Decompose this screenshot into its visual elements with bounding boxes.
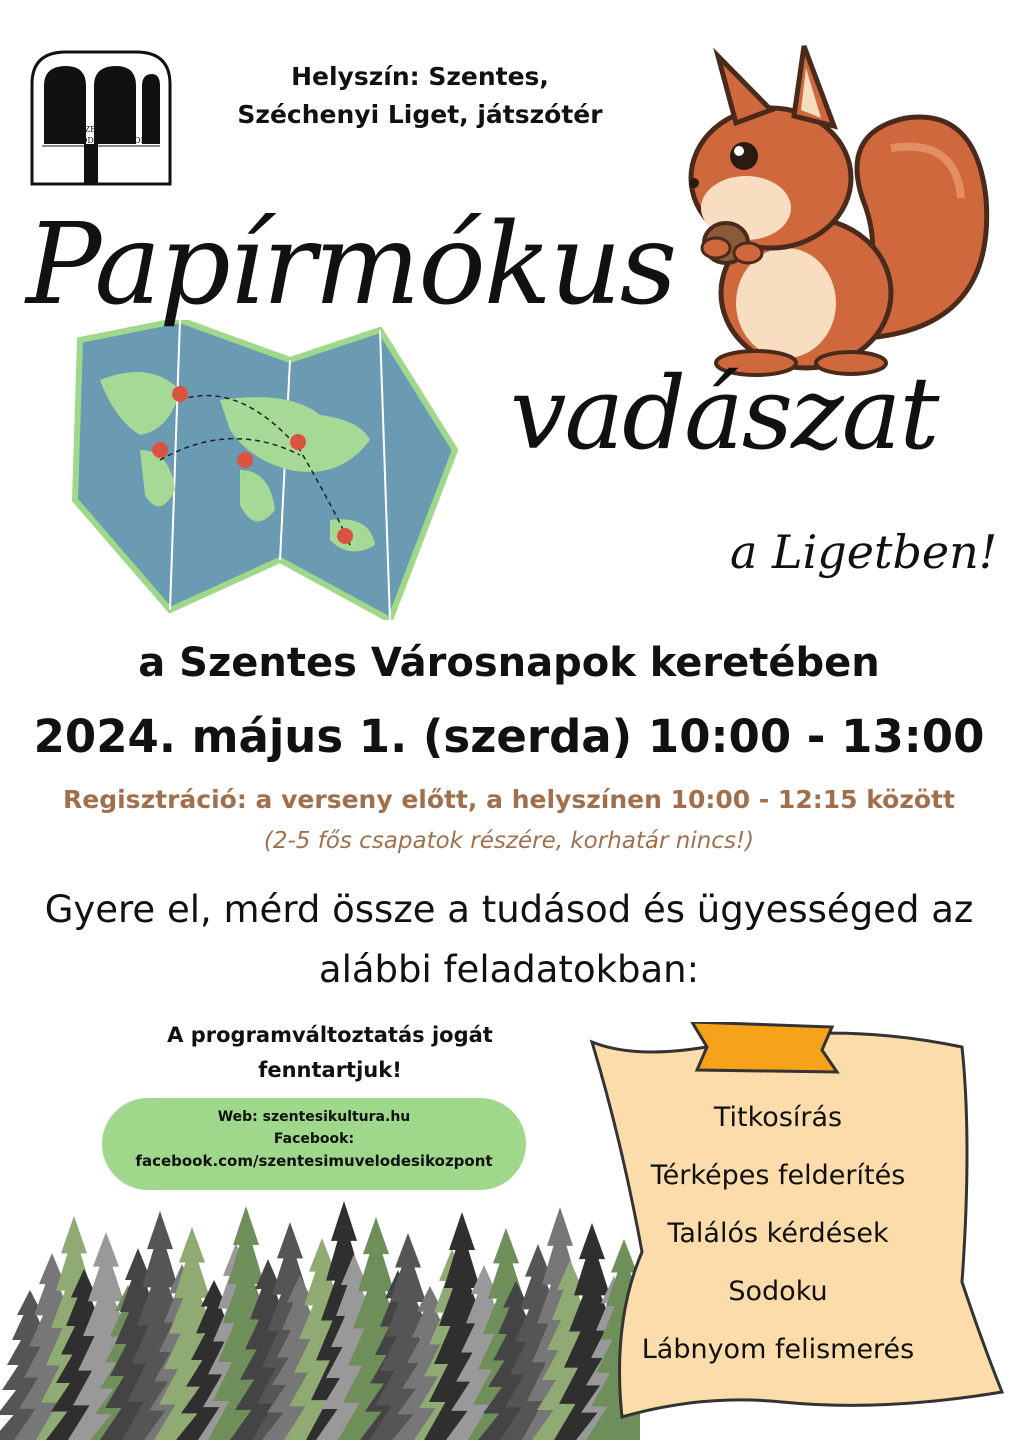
task-list — [598, 1092, 958, 1382]
title-word-3: a Ligetben! — [730, 525, 998, 579]
contact-box — [102, 1098, 526, 1190]
title-word-1: Papírmókus — [26, 200, 676, 330]
logo-icon — [24, 44, 178, 194]
registration-info: Regisztráció: a verseny előtt, a helyszínen 10:00 - 12:15 között — [63, 785, 955, 814]
squirrel-illustration — [676, 38, 1006, 378]
facebook-link[interactable]: facebook.com/szentesimuvelodesikozpont — [135, 1152, 493, 1170]
invitation-text: Gyere el, mérd össze a tudásod és ügyességed az alábbi feladatokban: — [44, 888, 974, 991]
task-item: Sodoku — [728, 1276, 828, 1307]
venue-info — [195, 58, 645, 134]
forest-illustration — [0, 1190, 640, 1440]
venue-place: Széchenyi Liget, játszótér — [237, 100, 603, 129]
web-link[interactable]: Web: szentesikultura.hu — [217, 1109, 411, 1125]
change-notice: A programváltoztatás jogát fenntartjuk! — [167, 1023, 493, 1082]
task-item: Találós kérdések — [667, 1218, 889, 1249]
task-item: Titkosírás — [713, 1102, 843, 1133]
facebook-label: Facebook: — [273, 1131, 355, 1147]
world-map-illustration — [60, 320, 460, 620]
task-item: Lábnyom felismerés — [641, 1334, 915, 1365]
event-date: 2024. május 1. (szerda) 10:00 - 13:00 — [33, 710, 985, 763]
logo-text: SZENTESI MŰVELŐDÉSI KÖZPONT — [48, 125, 153, 145]
title-word-2: vadászat — [510, 355, 938, 472]
task-item: Térképes felderítés — [650, 1160, 906, 1191]
event-context: a Szentes Városnapok keretében — [138, 640, 880, 686]
venue-city: Helyszín: Szentes, — [291, 62, 549, 91]
team-info: (2-5 fős csapatok részére, korhatár nincs!) — [263, 828, 755, 854]
